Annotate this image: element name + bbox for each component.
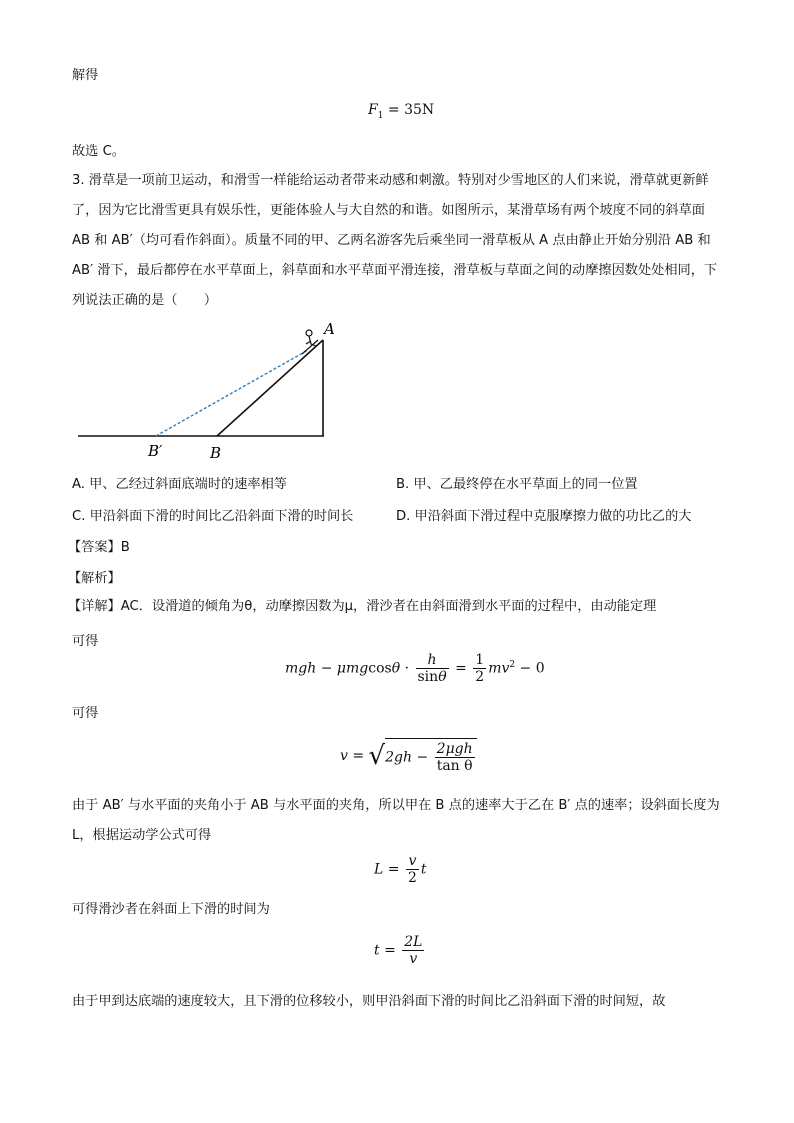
f-symbol: F [368, 102, 378, 118]
sqrt-icon: √ [368, 741, 386, 771]
eq1-end: − 0 [515, 660, 545, 677]
eq1-cos: cos [368, 660, 392, 677]
equation-energy [285, 652, 545, 685]
equation-f1 [368, 102, 434, 121]
slope-ab [217, 340, 323, 436]
eq1-theta: θ [391, 660, 401, 677]
f-value: = 35N [383, 102, 435, 118]
choose-c-text: 故选 C。 [72, 144, 125, 159]
eq3-fraction [406, 853, 419, 886]
eq3-t: t [420, 861, 427, 878]
eq1-mv: mv [488, 660, 510, 677]
eq2-v: v = [340, 748, 369, 764]
equation-velocity [340, 738, 477, 774]
solve-label: 解得 [72, 68, 99, 83]
eq2-num: 2μgh [436, 741, 473, 757]
final-line: 由于甲到达底端的速度较大，且下滑的位移较小，则甲沿斜面下滑的时间比乙沿斜面下滑的时间短，故 [72, 994, 666, 1009]
eq2-2gh: 2gh − [385, 749, 433, 766]
eq1-fraction-half [473, 652, 486, 685]
eq3-den: 2 [407, 870, 417, 886]
eq4-num: 2L [404, 934, 423, 950]
equation-length [374, 853, 427, 886]
question-3-text: 3. 滑草是一项前卫运动，和滑雪一样能给运动者带来动感和刺激。特别对少雪地区的人们来说，滑草就更新鲜了，因为它比滑雪更具有娱乐性，更能体验人与大自然的和谐。如图所示，某滑草场有两个坡度不同的斜草面 AB 和 AB′（均可看作斜面）。质量不同的甲、乙两名游客先后乘坐同一滑草板从 A 点由静止开始分别沿 AB 和 AB′ 滑下，最后都停在水平草面上，斜草面和水平草面平滑连接，滑草板与草面之间的动摩擦因数处处相同，下列说法正确的是（ ） [72, 173, 718, 308]
eq1-den-two: 2 [475, 669, 485, 685]
eq1-fraction-h [416, 652, 449, 685]
eq1-left: mgh − μmg [285, 660, 369, 677]
label-a: A [324, 320, 335, 338]
detail-paragraph: 【详解】AC．设滑道的倾角为θ，动摩擦因数为μ，滑沙者在由斜面滑到水平面的过程中，由动能定理 [68, 599, 657, 614]
slope-figure [72, 320, 342, 465]
equation-time [374, 934, 426, 967]
eq4-den: v [409, 951, 418, 967]
answer-line: 【答案】B [68, 540, 130, 555]
option-a: A. 甲、乙经过斜面底端时的速率相等 [72, 477, 287, 492]
can-get-1: 可得 [72, 706, 99, 721]
eq1-equals: = [450, 660, 472, 677]
label-b-prime: B′ [148, 442, 163, 460]
eq1-den-sin: sinθ [417, 669, 447, 685]
eq3-num: v [406, 853, 419, 870]
eq3-l: L = [374, 861, 404, 878]
label-b: B [210, 444, 222, 462]
eq2-fraction [435, 741, 475, 774]
option-b: B. 甲、乙最终停在水平草面上的同一位置 [396, 477, 638, 492]
f-subscript: 1 [377, 110, 384, 121]
option-d: D. 甲沿斜面下滑过程中克服摩擦力做的功比乙的大 [396, 509, 692, 524]
option-c: C. 甲沿斜面下滑的时间比乙沿斜面下滑的时间长 [72, 509, 354, 524]
eq4-t: t = [374, 942, 401, 959]
eq2-radicand [385, 738, 477, 774]
para-speed-compare: 由于 AB′ 与水平面的夹角小于 AB 与水平面的夹角，所以甲在 B 点的速率大于乙在 B′ 点的速率；设斜面长度为 L，根据运动学公式可得 [72, 798, 720, 843]
eq1-num-h: h [416, 652, 449, 669]
eq1-square: 2 [509, 659, 516, 670]
eq1-dot: · [400, 660, 414, 677]
eq2-den: tan θ [436, 758, 473, 774]
skier-icon [302, 330, 318, 354]
detail-cont: 可得 [72, 634, 99, 649]
eq1-num-one: 1 [475, 652, 485, 668]
analysis-label: 【解析】 [68, 571, 121, 586]
eq4-fraction [402, 934, 424, 967]
time-text: 可得滑沙者在斜面上下滑的时间为 [72, 902, 270, 917]
